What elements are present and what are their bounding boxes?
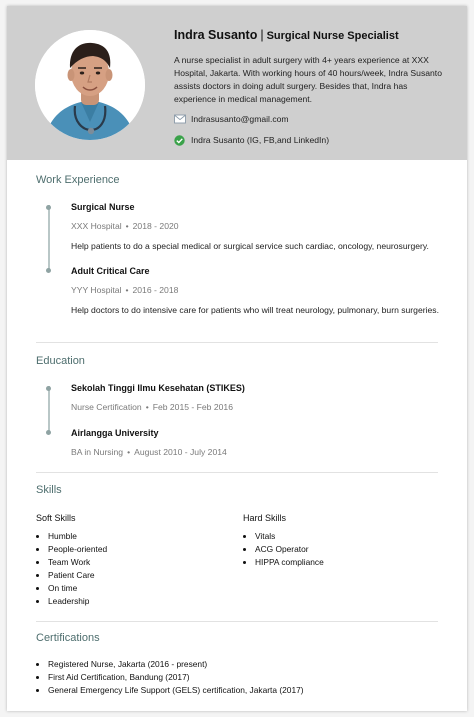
candidate-name: Indra Susanto xyxy=(174,28,258,42)
job-title: Adult Critical Care xyxy=(71,266,150,276)
profile-summary: A nurse specialist in adult surgery with 4+ years experience at XXX Hospital, Jakarta. With working hours of 40 hours/week, Indra Susanto assists doctors in doing adult surgery. Besides that, Indra has experience in medical management. xyxy=(174,55,442,104)
list-item: • Vitals xyxy=(255,530,324,543)
work-experience-heading: Work Experience xyxy=(36,174,120,186)
soft-skills-list xyxy=(37,530,107,608)
education-timeline xyxy=(48,386,50,433)
meta-dot: • xyxy=(125,221,129,231)
education-meta xyxy=(71,447,227,457)
timeline-dot xyxy=(46,430,51,435)
list-item: • People-oriented xyxy=(48,543,107,556)
contact-email xyxy=(174,114,289,124)
hard-skills-heading: Hard Skills xyxy=(243,513,287,523)
list-item: • ACG Operator xyxy=(255,543,324,556)
job-org: YYY Hospital xyxy=(71,285,122,295)
list-item: • Patient Care xyxy=(48,569,107,582)
name-separator: | xyxy=(260,28,264,42)
timeline-dot xyxy=(46,268,51,273)
resume-page xyxy=(7,6,467,711)
work-timeline xyxy=(48,205,50,271)
section-divider xyxy=(36,621,438,622)
list-item: • General Emergency Life Support (GELS) certification, Jakarta (2017) xyxy=(48,684,304,697)
section-divider xyxy=(36,342,438,343)
job-meta xyxy=(71,285,178,295)
soft-skills-heading: Soft Skills xyxy=(36,513,76,523)
meta-dot: • xyxy=(127,447,131,457)
hard-skills-list xyxy=(244,530,324,569)
job-dates: 2016 - 2018 xyxy=(132,285,179,295)
job-dates: 2018 - 2020 xyxy=(132,221,179,231)
job-org: XXX Hospital xyxy=(71,221,122,231)
skills-heading: Skills xyxy=(36,484,62,496)
envelope-icon xyxy=(174,114,186,124)
education-dates: Feb 2015 - Feb 2016 xyxy=(152,402,233,412)
job-description: Help doctors to do intensive care for patients who will treat neurology, pulmonary, burn surgeries. xyxy=(71,305,439,315)
degree: BA in Nursing xyxy=(71,447,124,457)
social-text: Indra Susanto (IG, FB,and LinkedIn) xyxy=(191,135,330,145)
school-name: Sekolah Tinggi Ilmu Kesehatan (STIKES) xyxy=(71,383,245,393)
email-text[interactable]: Indrasusanto@gmail.com xyxy=(191,114,289,124)
profile-photo xyxy=(35,30,145,140)
name-title xyxy=(174,28,454,42)
certifications-heading: Certifications xyxy=(36,632,100,644)
job-title: Surgical Nurse xyxy=(71,202,135,212)
list-item: • First Aid Certification, Bandung (2017) xyxy=(48,671,304,684)
list-item: • Leadership xyxy=(48,595,107,608)
section-divider xyxy=(36,472,438,473)
check-circle-icon xyxy=(174,135,186,145)
contact-social xyxy=(174,135,329,145)
list-item: • Humble xyxy=(48,530,107,543)
candidate-role: Surgical Nurse Specialist xyxy=(266,30,399,42)
meta-dot: • xyxy=(125,285,129,295)
school-name: Airlangga University xyxy=(71,428,159,438)
education-meta xyxy=(71,402,233,412)
list-item: • On time xyxy=(48,582,107,595)
degree: Nurse Certification xyxy=(71,402,142,412)
education-dates: August 2010 - July 2014 xyxy=(134,447,227,457)
job-description: Help patients to do a special medical or surgical service such cardiac, oncology, neurosurgery. xyxy=(71,241,429,251)
job-meta xyxy=(71,221,179,231)
meta-dot: • xyxy=(145,402,149,412)
timeline-dot xyxy=(46,386,51,391)
certifications-list xyxy=(37,658,304,697)
list-item: • Team Work xyxy=(48,556,107,569)
education-heading: Education xyxy=(36,355,85,367)
list-item: • HIPPA compliance xyxy=(255,556,324,569)
resume-header xyxy=(7,6,467,160)
list-item: • Registered Nurse, Jakarta (2016 - present) xyxy=(48,658,304,671)
timeline-dot xyxy=(46,205,51,210)
